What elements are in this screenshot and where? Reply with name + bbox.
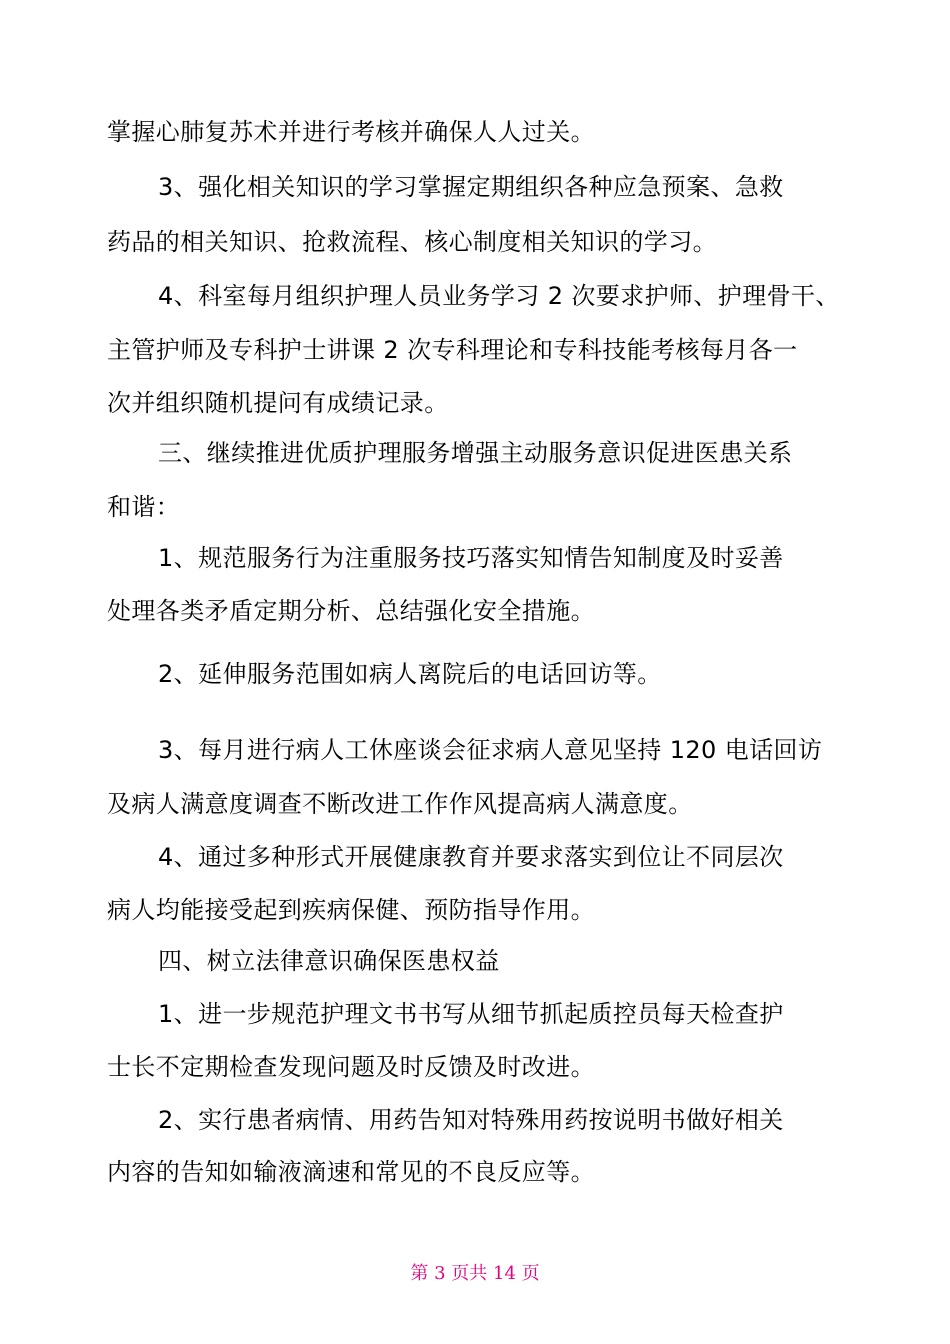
text-line-14: 4、通过多种形式开展健康教育并要求落实到位让不同层次 (158, 843, 784, 871)
text-line-1: 掌握心肺复苏术并进行考核并确保人人过关。 (107, 118, 595, 146)
text-line-11: 2、延伸服务范围如病人离院后的电话回访等。 (158, 660, 662, 688)
page-number-footer: 第 3 页共 14 页 (410, 1263, 540, 1284)
text-line-3: 药品的相关知识、抢救流程、核心制度相关知识的学习。 (107, 228, 717, 256)
text-line-2: 3、强化相关知识的学习掌握定期组织各种应急预案、急救 (158, 173, 784, 201)
text-line-20: 内容的告知如输液滴速和常见的不良反应等。 (107, 1158, 595, 1186)
text-line-15: 病人均能接受起到疾病保健、预防指导作用。 (107, 896, 595, 924)
text-line-4: 4、科室每月组织护理人员业务学习 2 次要求护师、护理骨干、 (158, 282, 840, 310)
text-line-13: 及病人满意度调查不断改进工作作风提高病人满意度。 (107, 790, 693, 818)
text-line-5: 主管护师及专科护士讲课 2 次专科理论和专科技能考核每月各一 (107, 336, 798, 364)
text-line-17: 1、进一步规范护理文书书写从细节抓起质控员每天检查护 (158, 1000, 784, 1028)
text-line-9: 1、规范服务行为注重服务技巧落实知情告知制度及时妥善 (158, 544, 784, 572)
section-heading-4: 四、树立法律意识确保医患权益 (158, 947, 500, 975)
section-heading-3: 三、继续推进优质护理服务增强主动服务意识促进医患关系 (158, 439, 793, 467)
text-line-10: 处理各类矛盾定期分析、总结强化安全措施。 (107, 597, 595, 625)
text-line-12: 3、每月进行病人工休座谈会征求病人意见坚持 120 电话回访 (158, 736, 823, 764)
text-line-6: 次并组织随机提问有成绩记录。 (107, 389, 449, 417)
text-line-18: 士长不定期检查发现问题及时反馈及时改进。 (107, 1053, 595, 1081)
text-line-19: 2、实行患者病情、用药告知对特殊用药按说明书做好相关 (158, 1106, 784, 1134)
text-line-8: 和谐： (107, 493, 181, 521)
